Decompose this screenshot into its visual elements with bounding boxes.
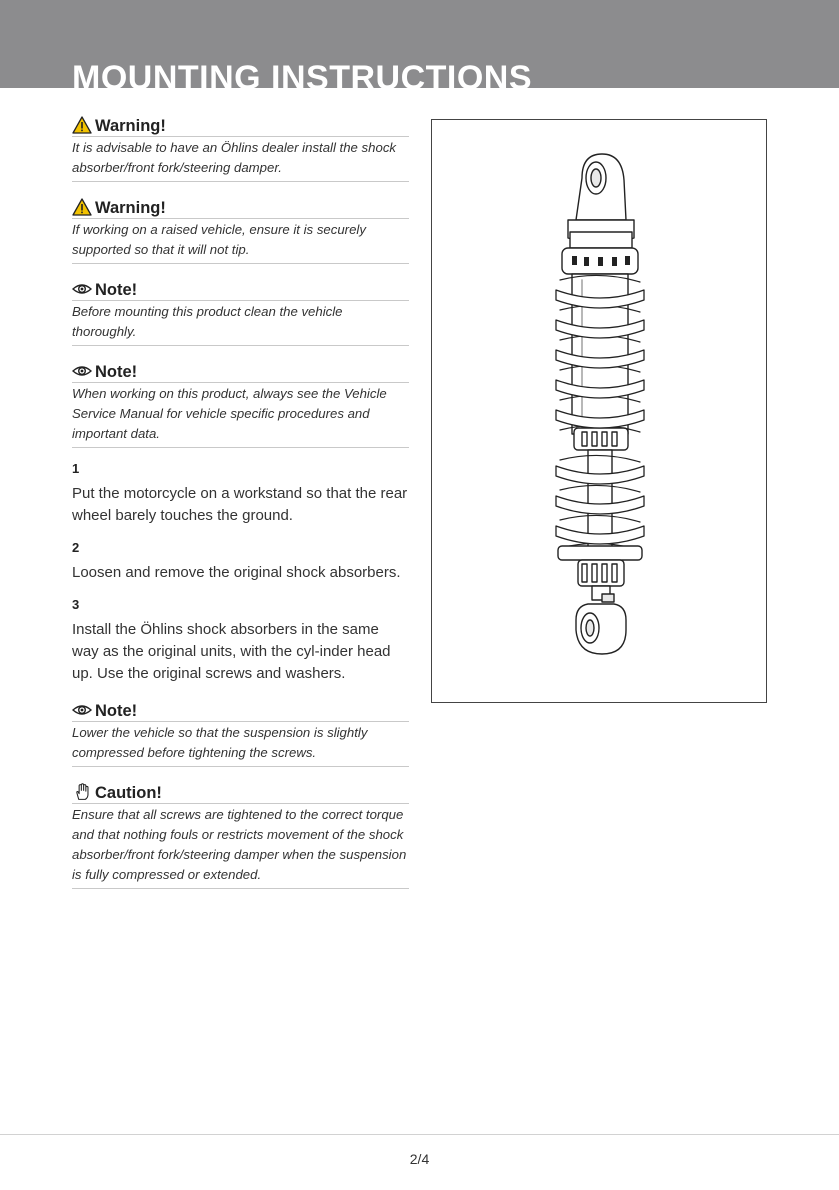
step: [72, 460, 409, 527]
shock-absorber-illustration: [432, 120, 766, 702]
notice-heading: [72, 779, 409, 804]
eye-icon: [72, 280, 92, 298]
warning-triangle-icon: [72, 198, 92, 216]
notice-heading: [72, 358, 409, 383]
notice-text: Before mounting this product clean the vehicle thoroughly.: [72, 301, 409, 346]
notice-heading: [72, 112, 409, 137]
step-number: 1: [72, 461, 80, 476]
step: [72, 596, 409, 685]
shock-absorber-figure: [431, 119, 767, 703]
notice-title: Warning!: [95, 199, 166, 217]
notice-heading: [72, 276, 409, 301]
step: [72, 539, 409, 584]
step-text: Loosen and remove the original shock absorbers.: [72, 564, 401, 581]
notice-title: Caution!: [95, 784, 162, 802]
notice-heading: [72, 194, 409, 219]
page-number: 2/4: [409, 1151, 430, 1167]
step-text: Put the motorcycle on a workstand so that the rear wheel barely touches the ground.: [72, 485, 408, 524]
notice-text: It is advisable to have an Öhlins dealer install the shock absorber/front fork/steering damper.: [72, 137, 409, 182]
instructions-column: [72, 112, 409, 901]
notice-text: Ensure that all screws are tightened to the correct torque and that nothing fouls or restricts movement of the shock absorber/front fork/steering damper when the suspension is fully compressed or extended.: [72, 804, 409, 889]
notice-heading: [72, 697, 409, 722]
warning-notice: [72, 112, 409, 182]
note-notice: [72, 358, 409, 448]
step-number: 2: [72, 540, 80, 555]
warning-notice: [72, 194, 409, 264]
notice-text: If working on a raised vehicle, ensure it is securely supported so that it will not tip.: [72, 219, 409, 264]
eye-icon: [72, 701, 92, 719]
header-band: [0, 0, 839, 88]
notice-title: Warning!: [95, 117, 166, 135]
step-text: Install the Öhlins shock absorbers in the same way as the original units, with the cyl-inder head up. Use the original screws and washers.: [72, 621, 391, 682]
notice-text: When working on this product, always see the Vehicle Service Manual for vehicle specific procedures and important data.: [72, 383, 409, 448]
notice-title: Note!: [95, 702, 138, 720]
notice-text: Lower the vehicle so that the suspension is slightly compressed before tightening the screws.: [72, 722, 409, 767]
eye-icon: [72, 362, 92, 380]
caution-notice: [72, 779, 409, 889]
page-title: MOUNTING INSTRUCTIONS: [72, 59, 533, 88]
notice-title: Note!: [95, 363, 138, 381]
step-number: 3: [72, 597, 80, 612]
warning-triangle-icon: [72, 116, 92, 134]
note-notice: [72, 276, 409, 346]
note-notice: [72, 697, 409, 767]
hand-icon: [72, 783, 92, 801]
notice-title: Note!: [95, 281, 138, 299]
footer-rule: [0, 1134, 839, 1135]
